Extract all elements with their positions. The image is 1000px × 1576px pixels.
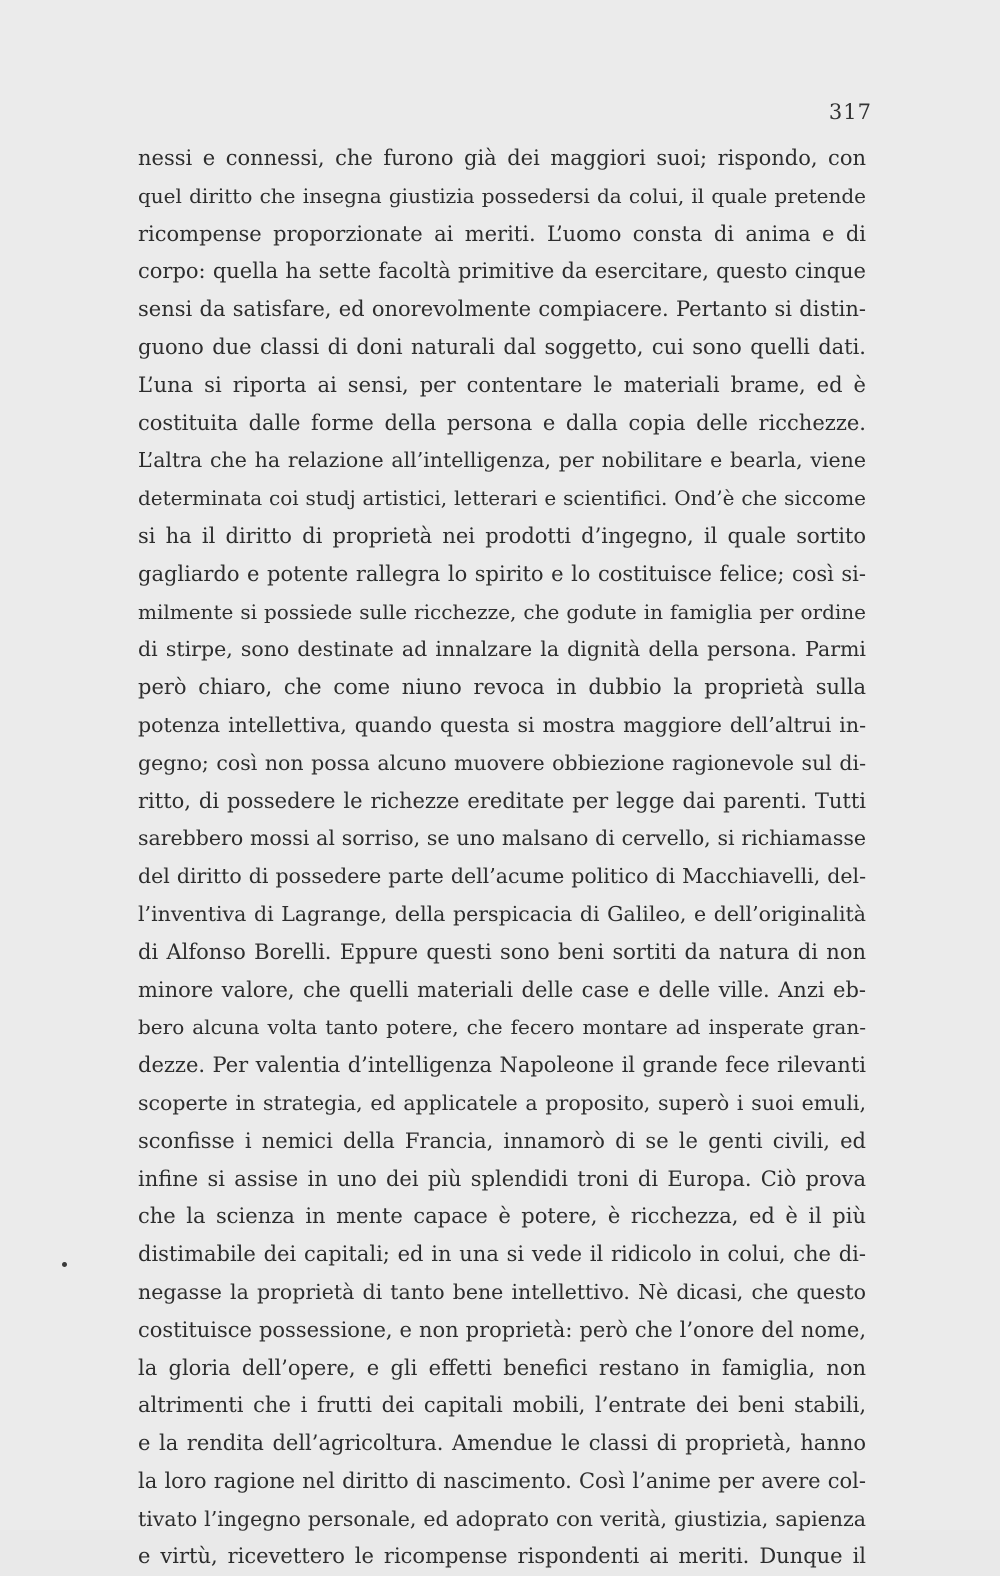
text-line: corpo: quella ha sette facoltà primitive da esercitare, questo cinque xyxy=(138,259,866,284)
page-number: 317 xyxy=(828,100,872,124)
text-line: milmente si possiede sulle ricchezze, che godute in famiglia per ordine xyxy=(138,599,866,624)
text-line: e la rendita dell’agricoltura. Amendue le classi di proprietà, hanno xyxy=(138,1431,866,1456)
text-line: gagliardo e potente rallegra lo spirito e lo costituisce felice; così si- xyxy=(138,561,866,586)
text-line: tivato l’ingegno personale, ed adoprato con verità, giustizia, sapienza xyxy=(138,1506,866,1531)
text-line: ricompense proporzionate ai meriti. L’uomo consta di anima e di xyxy=(138,221,866,246)
text-line: gegno; così non possa alcuno muovere obbiezione ragionevole sul di- xyxy=(138,750,866,775)
text-line: la loro ragione nel diritto di nascimento. Così l’anime per avere col- xyxy=(138,1468,866,1493)
text-line: del diritto di possedere parte dell’acume politico di Macchiavelli, del- xyxy=(138,864,866,889)
text-line: potenza intellettiva, quando questa si mostra maggiore dell’altrui in- xyxy=(138,712,866,737)
text-line: bero alcuna volta tanto potere, che fecero montare ad insperate gran- xyxy=(138,1015,866,1040)
text-line: minore valore, che quelli materiali delle case e delle ville. Anzi eb- xyxy=(138,977,866,1002)
text-line: sensi da satisfare, ed onorevolmente compiacere. Pertanto si distin- xyxy=(138,297,866,322)
text-line: sarebbero mossi al sorriso, se uno malsano di cervello, si richiamasse xyxy=(138,826,866,851)
text-line: di stirpe, sono destinate ad innalzare la dignità della persona. Parmi xyxy=(138,637,866,662)
text-line: determinata coi studj artistici, letterari e scientifici. Ond’è che siccome xyxy=(138,486,866,511)
text-line: e virtù, ricevettero le ricompense rispondenti ai meriti. Dunque il xyxy=(138,1544,866,1569)
text-line: ritto, di possedere le richezze ereditate per legge dai parenti. Tutti xyxy=(138,788,866,813)
text-line: infine si assise in uno dei più splendidi troni di Europa. Ciò prova xyxy=(138,1166,866,1191)
text-line: negasse la proprietà di tanto bene intellettivo. Nè dicasi, che questo xyxy=(138,1279,866,1304)
text-line: altrimenti che i frutti dei capitali mobili, l’entrate dei beni stabili, xyxy=(138,1393,866,1418)
text-line: guono due classi di doni naturali dal soggetto, cui sono quelli dati. xyxy=(138,334,866,359)
text-line: scoperte in strategia, ed applicatele a proposito, superò i suoi emuli, xyxy=(138,1090,866,1115)
body-text xyxy=(138,140,866,1576)
text-line: l’inventiva di Lagrange, della perspicacia di Galileo, e dell’originalità xyxy=(138,901,866,926)
text-line: L’altra che ha relazione all’intelligenza, per nobilitare e bearla, viene xyxy=(138,448,866,473)
text-line: sconfisse i nemici della Francia, innamorò di se le genti civili, ed xyxy=(138,1128,866,1153)
text-line: costituita dalle forme della persona e dalla copia delle ricchezze. xyxy=(138,410,866,435)
text-line: che la scienza in mente capace è potere, è ricchezza, ed è il più xyxy=(138,1204,866,1229)
text-line: costituisce possessione, e non proprietà: però che l’onore del nome, xyxy=(138,1317,866,1342)
text-line: L’una si riporta ai sensi, per contentare le materiali brame, ed è xyxy=(138,372,866,397)
text-line: di Alfonso Borelli. Eppure questi sono beni sortiti da natura di non xyxy=(138,939,866,964)
text-line: quel diritto che insegna giustizia possedersi da colui, il quale pretende xyxy=(138,183,866,208)
text-line: la gloria dell’opere, e gli effetti benefici restano in famiglia, non xyxy=(138,1355,866,1380)
text-line: dezze. Per valentia d’intelligenza Napoleone il grande fece rilevanti xyxy=(138,1053,866,1078)
ink-speck xyxy=(62,1262,67,1267)
text-line: nessi e connessi, che furono già dei maggiori suoi; rispondo, con xyxy=(138,146,866,170)
text-line: distimabile dei capitali; ed in una si vede il ridicolo in colui, che di- xyxy=(138,1242,866,1267)
text-line: però chiaro, che come niuno revoca in dubbio la proprietà sulla xyxy=(138,675,866,700)
text-line: si ha il diritto di proprietà nei prodotti d’ingegno, il quale sortito xyxy=(138,523,866,548)
